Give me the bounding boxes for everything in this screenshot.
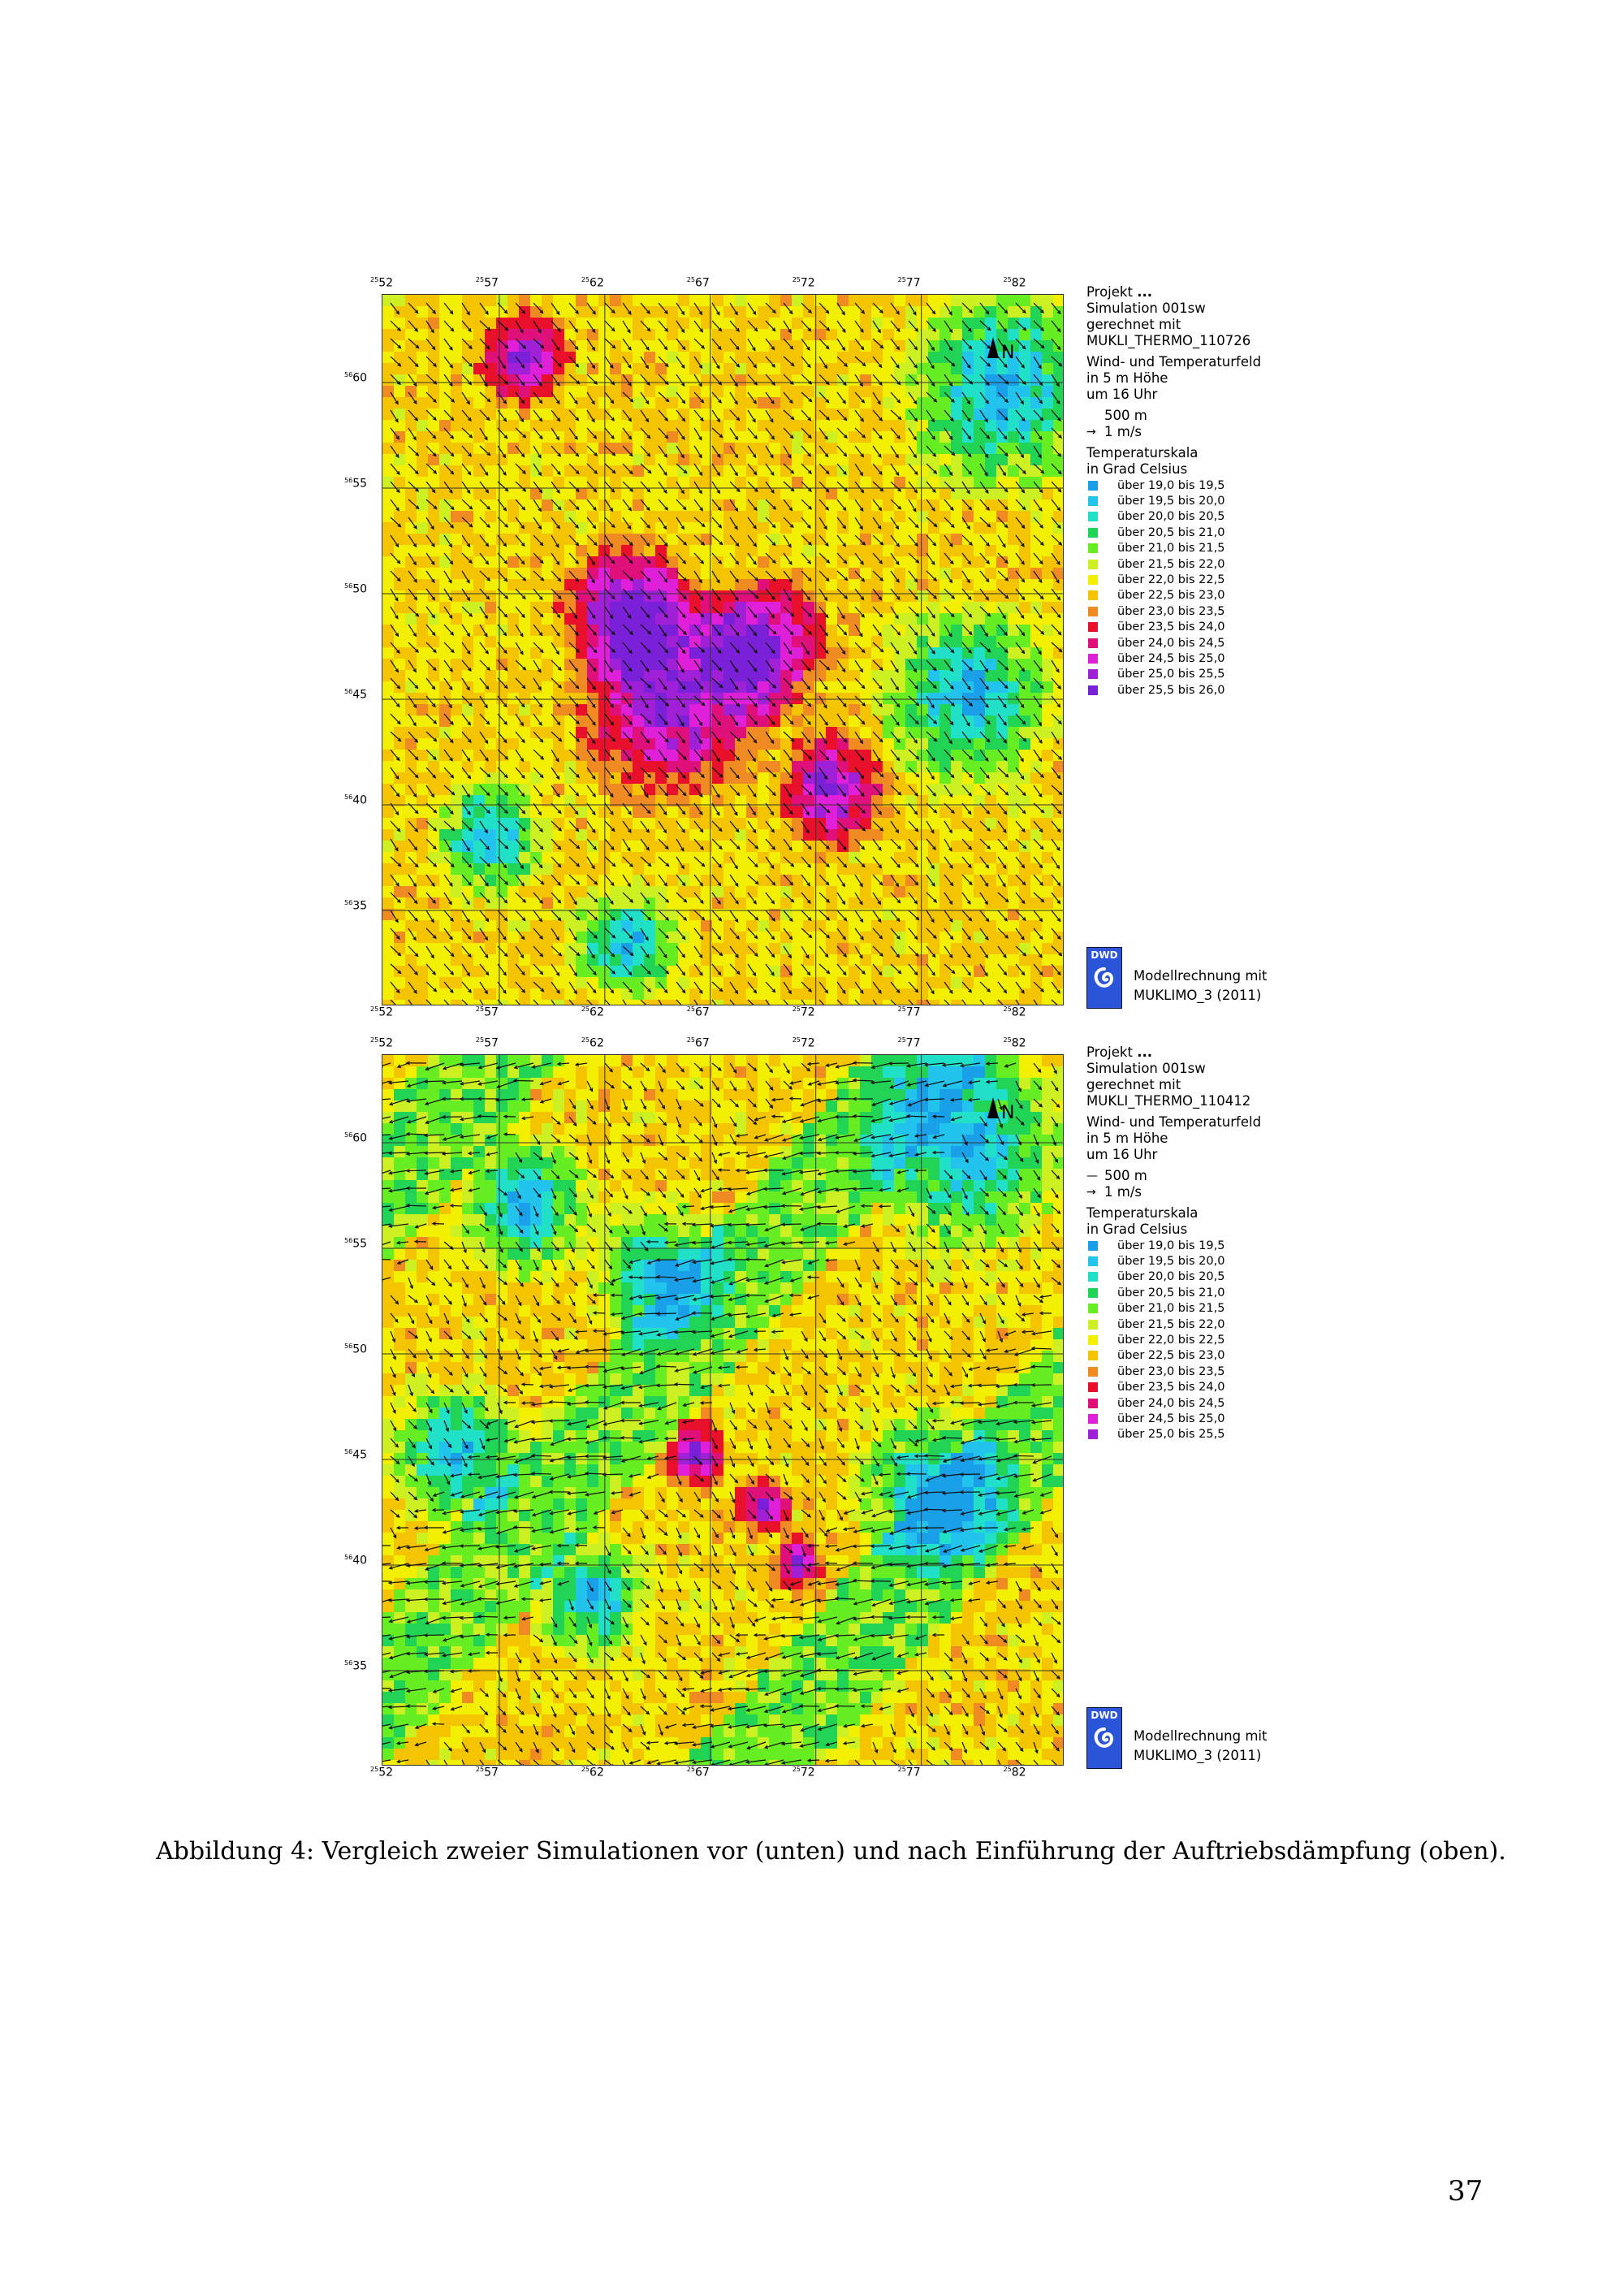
legend-entry-label: über 19,0 bis 19,5 bbox=[1117, 1239, 1225, 1252]
north-label: N bbox=[1001, 1103, 1015, 1123]
legend-entry-label: über 24,0 bis 24,5 bbox=[1117, 636, 1225, 650]
x-tick-label: $^{25}$82 bbox=[1003, 276, 1026, 290]
legend-swatch bbox=[1088, 669, 1098, 679]
legend-entry-label: über 22,5 bis 23,0 bbox=[1117, 1349, 1225, 1363]
legend-entry-label: über 23,0 bis 23,5 bbox=[1117, 604, 1225, 618]
legend-swatch bbox=[1088, 1414, 1098, 1424]
time-label: um 16 Uhr bbox=[1086, 1147, 1158, 1162]
scale-title: Temperaturskala bbox=[1086, 1205, 1199, 1221]
legend-swatch bbox=[1088, 1382, 1098, 1392]
project-value: ... bbox=[1137, 1044, 1152, 1060]
map-canvas-bottom bbox=[382, 1055, 1063, 1765]
legend-swatch bbox=[1088, 590, 1098, 600]
legend-entry-label: über 21,0 bis 21,5 bbox=[1117, 542, 1225, 556]
legend-entry bbox=[1086, 588, 1354, 603]
x-tick-label: $^{25}$57 bbox=[475, 1766, 499, 1779]
legend-entry-label: über 20,5 bis 21,0 bbox=[1117, 1286, 1225, 1299]
simulation-label: Simulation 001sw bbox=[1086, 1061, 1206, 1076]
computed-with-label: gerechnet mit bbox=[1086, 1077, 1181, 1092]
legend-entry bbox=[1086, 1332, 1354, 1347]
legend-swatch bbox=[1088, 1320, 1098, 1330]
legend-swatch bbox=[1088, 575, 1098, 585]
x-tick-label: $^{25}$72 bbox=[792, 1005, 815, 1019]
legend-entry bbox=[1086, 1253, 1354, 1269]
figure-panel-top bbox=[344, 273, 1356, 1024]
temperature-field bbox=[382, 1055, 1063, 1765]
map-canvas-top bbox=[382, 295, 1063, 1005]
x-tick-label: $^{25}$67 bbox=[686, 1005, 710, 1019]
legend-entry-label: über 22,0 bis 22,5 bbox=[1117, 573, 1225, 587]
legend-entry-label: über 22,5 bis 23,0 bbox=[1117, 589, 1225, 603]
x-tick-label: $^{25}$67 bbox=[686, 276, 710, 290]
y-tick-label: $^{56}$40 bbox=[344, 793, 368, 807]
project-label: Projekt bbox=[1086, 1044, 1133, 1060]
legend-entry-label: über 19,0 bis 19,5 bbox=[1117, 478, 1225, 492]
x-tick-label: $^{25}$62 bbox=[581, 1766, 604, 1779]
legend-swatch bbox=[1088, 638, 1098, 648]
legend-entry-label: über 21,5 bis 22,0 bbox=[1117, 557, 1225, 571]
legend-swatch bbox=[1088, 685, 1098, 695]
page-number: 37 bbox=[1448, 2175, 1484, 2207]
y-tick-label: $^{56}$40 bbox=[344, 1554, 368, 1567]
x-tick-label: $^{25}$67 bbox=[686, 1766, 710, 1779]
y-tick-label: $^{56}$35 bbox=[344, 1659, 368, 1673]
scale-unit: in Grad Celsius bbox=[1086, 461, 1188, 477]
model-credit-line2: MUKLIMO_3 (2011) bbox=[1134, 988, 1262, 1003]
time-label: um 16 Uhr bbox=[1086, 387, 1158, 402]
project-label: Projekt bbox=[1086, 284, 1133, 300]
scale-title: Temperaturskala bbox=[1086, 445, 1199, 460]
legend-entry-label: über 21,0 bis 21,5 bbox=[1117, 1302, 1225, 1316]
field-title: Wind- und Temperaturfeld bbox=[1086, 1114, 1262, 1130]
x-tick-label: $^{25}$77 bbox=[897, 1036, 921, 1050]
legend-entry bbox=[1086, 651, 1354, 666]
legend-entry-label: über 25,0 bis 25,5 bbox=[1117, 668, 1225, 681]
legend-entry-label: über 23,0 bis 23,5 bbox=[1117, 1364, 1225, 1378]
legend-entry-label: über 25,5 bis 26,0 bbox=[1117, 683, 1225, 697]
computed-with-label: gerechnet mit bbox=[1086, 317, 1181, 332]
temperature-field bbox=[382, 295, 1063, 1005]
legend-swatch bbox=[1088, 1367, 1098, 1377]
figure-panel-bottom bbox=[344, 1033, 1356, 1784]
legend-swatch bbox=[1088, 1272, 1098, 1282]
model-version-label: MUKLI_THERMO_110726 bbox=[1086, 333, 1251, 348]
model-credit-line1: Modellrechnung mit bbox=[1134, 968, 1268, 984]
legend-entry-label: über 20,0 bis 20,5 bbox=[1117, 1270, 1225, 1284]
y-tick-label: $^{56}$45 bbox=[344, 1448, 368, 1462]
legend-entry-label: über 23,5 bis 24,0 bbox=[1117, 620, 1225, 634]
legend-swatch bbox=[1088, 528, 1098, 538]
legend-entry bbox=[1086, 478, 1354, 493]
legend-swatch bbox=[1088, 512, 1098, 521]
dwd-swirl-icon bbox=[1091, 1724, 1118, 1757]
legend-entry-label: über 20,0 bis 20,5 bbox=[1117, 510, 1225, 524]
scale-unit: in Grad Celsius bbox=[1086, 1222, 1188, 1237]
legend-entry bbox=[1086, 635, 1354, 651]
legend-swatch bbox=[1088, 1429, 1098, 1439]
x-tick-label: $^{25}$52 bbox=[370, 276, 394, 290]
dwd-credit bbox=[1086, 1707, 1354, 1772]
scale-distance: 500 m bbox=[1104, 408, 1147, 423]
legend-swatch bbox=[1088, 654, 1098, 664]
legend-entry-label: über 24,5 bis 25,0 bbox=[1117, 652, 1225, 665]
x-tick-label: $^{25}$52 bbox=[370, 1005, 394, 1019]
legend-entry bbox=[1086, 620, 1354, 635]
legend-swatch bbox=[1088, 1288, 1098, 1298]
legend-swatch bbox=[1088, 1335, 1098, 1345]
x-tick-label: $^{25}$52 bbox=[370, 1766, 394, 1779]
legend-entry bbox=[1086, 1427, 1354, 1442]
scale-wind: 1 m/s bbox=[1104, 424, 1142, 439]
scale-bar-icon: — bbox=[1086, 1170, 1098, 1183]
legend-entry bbox=[1086, 603, 1354, 619]
model-credit-line1: Modellrechnung mit bbox=[1134, 1728, 1268, 1744]
legend-swatch bbox=[1088, 1399, 1098, 1408]
x-tick-label: $^{25}$57 bbox=[475, 1036, 499, 1050]
legend-swatch bbox=[1088, 607, 1098, 616]
y-tick-label: $^{56}$55 bbox=[344, 1237, 368, 1251]
arrow-icon: → bbox=[1086, 426, 1096, 439]
legend-entry bbox=[1086, 682, 1354, 698]
legend-entry-label: über 19,5 bis 20,0 bbox=[1117, 495, 1225, 508]
legend-swatch bbox=[1088, 1241, 1098, 1251]
scale-distance: 500 m bbox=[1104, 1168, 1147, 1183]
temperature-scale-entries bbox=[1086, 1238, 1354, 1442]
x-tick-label: $^{25}$82 bbox=[1003, 1766, 1026, 1779]
x-tick-label: $^{25}$57 bbox=[475, 276, 499, 290]
height-label: in 5 m Höhe bbox=[1086, 370, 1168, 386]
y-tick-label: $^{56}$60 bbox=[344, 1131, 368, 1145]
legend-swatch bbox=[1088, 1351, 1098, 1360]
legend-entry-label: über 20,5 bis 21,0 bbox=[1117, 525, 1225, 539]
wind-temperature-map-top bbox=[382, 294, 1064, 1005]
legend-entry-label: über 24,5 bis 25,0 bbox=[1117, 1412, 1225, 1425]
x-tick-label: $^{25}$72 bbox=[792, 276, 815, 290]
legend-entry bbox=[1086, 556, 1354, 572]
legend-swatch bbox=[1088, 1304, 1098, 1313]
legend-entry bbox=[1086, 1395, 1354, 1411]
arrow-icon: → bbox=[1086, 1186, 1096, 1199]
wind-temperature-map-bottom bbox=[382, 1054, 1064, 1766]
legend-entry bbox=[1086, 1238, 1354, 1253]
legend-bottom bbox=[1086, 1044, 1354, 1442]
legend-entry bbox=[1086, 509, 1354, 525]
y-tick-label: $^{56}$50 bbox=[344, 582, 368, 596]
model-credit-line2: MUKLIMO_3 (2011) bbox=[1134, 1748, 1262, 1763]
x-tick-label: $^{25}$62 bbox=[581, 276, 604, 290]
figure-caption: Abbildung 4: Vergleich zweier Simulationen vor (unten) und nach Einführung der Auftriebsdämpfung (oben). bbox=[156, 1837, 1506, 1866]
x-tick-label: $^{25}$52 bbox=[370, 1036, 394, 1050]
legend-entry-label: über 25,0 bis 25,5 bbox=[1117, 1428, 1225, 1442]
legend-entry bbox=[1086, 493, 1354, 508]
field-title: Wind- und Temperaturfeld bbox=[1086, 354, 1262, 370]
legend-entry bbox=[1086, 1285, 1354, 1300]
legend-entry-label: über 23,5 bis 24,0 bbox=[1117, 1381, 1225, 1394]
legend-entry-label: über 21,5 bis 22,0 bbox=[1117, 1317, 1225, 1331]
x-tick-label: $^{25}$72 bbox=[792, 1036, 815, 1050]
legend-entry bbox=[1086, 1301, 1354, 1317]
y-tick-label: $^{56}$35 bbox=[344, 899, 368, 913]
legend-entry-label: über 19,5 bis 20,0 bbox=[1117, 1255, 1225, 1269]
x-tick-label: $^{25}$77 bbox=[897, 276, 921, 290]
y-tick-label: $^{56}$55 bbox=[344, 477, 368, 491]
dwd-logo: DWD bbox=[1086, 947, 1122, 1009]
y-tick-label: $^{56}$50 bbox=[344, 1343, 368, 1356]
x-tick-label: $^{25}$62 bbox=[581, 1036, 604, 1050]
legend-entry bbox=[1086, 525, 1354, 540]
model-version-label: MUKLI_THERMO_110412 bbox=[1086, 1093, 1251, 1109]
legend-entry bbox=[1086, 1411, 1354, 1426]
x-tick-label: $^{25}$77 bbox=[897, 1766, 921, 1779]
height-label: in 5 m Höhe bbox=[1086, 1131, 1168, 1146]
legend-swatch bbox=[1088, 622, 1098, 632]
legend-swatch bbox=[1088, 543, 1098, 553]
legend-entry bbox=[1086, 1380, 1354, 1395]
legend-swatch bbox=[1088, 560, 1098, 569]
x-tick-label: $^{25}$67 bbox=[686, 1036, 710, 1050]
x-tick-label: $^{25}$62 bbox=[581, 1005, 604, 1019]
project-value: ... bbox=[1137, 284, 1152, 300]
legend-entry bbox=[1086, 1317, 1354, 1332]
legend-entry bbox=[1086, 1364, 1354, 1379]
legend-swatch bbox=[1088, 481, 1098, 491]
dwd-credit bbox=[1086, 947, 1354, 1012]
x-tick-label: $^{25}$82 bbox=[1003, 1036, 1026, 1050]
legend-swatch bbox=[1088, 1256, 1098, 1266]
temperature-scale-entries bbox=[1086, 478, 1354, 698]
dwd-swirl-icon bbox=[1091, 964, 1118, 997]
scale-wind: 1 m/s bbox=[1104, 1184, 1142, 1200]
legend-entry bbox=[1086, 572, 1354, 587]
legend-entry-label: über 22,0 bis 22,5 bbox=[1117, 1334, 1225, 1347]
north-label: N bbox=[1001, 343, 1015, 363]
legend-entry bbox=[1086, 541, 1354, 556]
y-tick-label: $^{56}$60 bbox=[344, 371, 368, 385]
y-tick-label: $^{56}$45 bbox=[344, 688, 368, 702]
legend-swatch bbox=[1088, 496, 1098, 506]
legend-entry-label: über 24,0 bis 24,5 bbox=[1117, 1396, 1225, 1410]
simulation-label: Simulation 001sw bbox=[1086, 301, 1206, 316]
x-tick-label: $^{25}$77 bbox=[897, 1005, 921, 1019]
dwd-logo: DWD bbox=[1086, 1707, 1122, 1769]
x-tick-label: $^{25}$57 bbox=[475, 1005, 499, 1019]
legend-top bbox=[1086, 284, 1354, 698]
x-tick-label: $^{25}$82 bbox=[1003, 1005, 1026, 1019]
legend-entry bbox=[1086, 667, 1354, 682]
x-tick-label: $^{25}$72 bbox=[792, 1766, 815, 1779]
legend-entry bbox=[1086, 1269, 1354, 1285]
legend-entry bbox=[1086, 1348, 1354, 1364]
